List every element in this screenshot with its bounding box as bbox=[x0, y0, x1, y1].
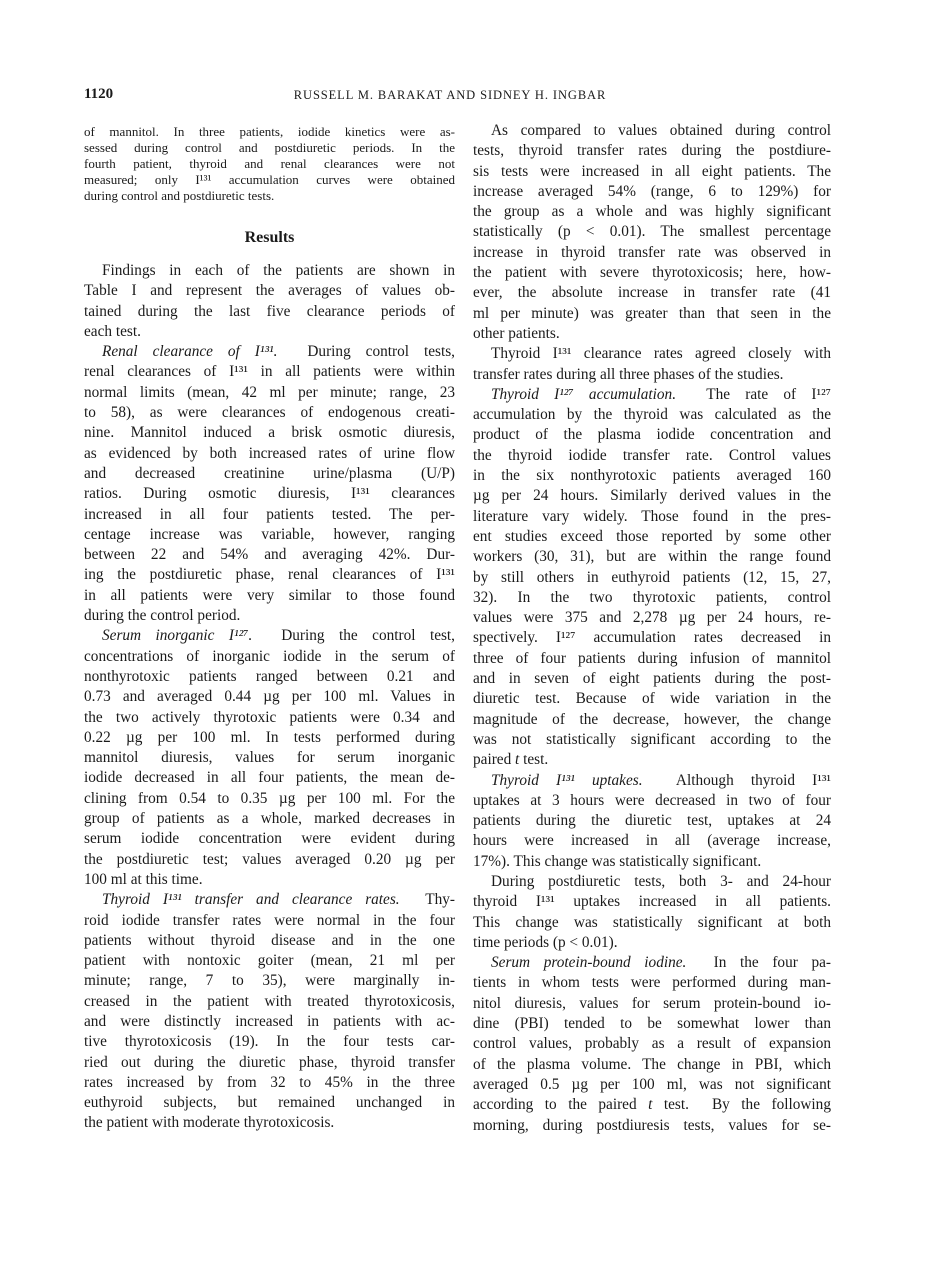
text-line: literature vary widely. Those found in the pres- bbox=[473, 507, 831, 525]
text-line: morning, during postdiuresis tests, values for se- bbox=[473, 1116, 831, 1134]
text-line: each test. bbox=[84, 322, 141, 340]
text-line: tests, thyroid transfer rates during the postdiure- bbox=[473, 142, 831, 160]
running-title: RUSSELL M. BARAKAT AND SIDNEY H. INGBAR bbox=[293, 88, 607, 102]
text-segment: test. By the following bbox=[652, 1096, 831, 1114]
text-line: tients in whom tests were performed during man- bbox=[473, 974, 831, 992]
text-line: group of patients as a whole, marked decreases in bbox=[84, 810, 455, 828]
text-line: sessed during control and postdiuretic periods. In the bbox=[84, 140, 455, 155]
paragraph bbox=[473, 872, 831, 953]
paragraph bbox=[473, 121, 831, 344]
text-line: rates increased by from 32 to 45% in the three bbox=[84, 1073, 455, 1091]
section-heading-results: Results bbox=[244, 229, 295, 246]
text-segment: test. bbox=[519, 751, 549, 769]
text-line: 0.22 µg per 100 ml. In tests performed during bbox=[84, 728, 455, 746]
text-line: dine (PBI) tended to be somewhat lower than bbox=[473, 1015, 831, 1033]
text-line: ing the postdiuretic phase, renal clearances of I¹³¹ bbox=[84, 566, 455, 584]
text-line: normal limits (mean, 42 ml per minute; range, 23 bbox=[84, 383, 455, 401]
text-line: tained during the last five clearance periods of bbox=[84, 302, 455, 320]
text-line: 100 ml at this time. bbox=[84, 870, 203, 888]
text-line: µg per 24 hours. Similarly derived values in the bbox=[473, 487, 831, 505]
text-line: centage increase was variable, however, ranging bbox=[84, 525, 455, 543]
text-line: magnitude of the decrease, however, the change bbox=[473, 710, 831, 728]
text-line: was not statistically significant according to the bbox=[473, 730, 831, 748]
text-segment: The rate of I¹²⁷ bbox=[676, 385, 831, 403]
text-line: time periods (p < 0.01). bbox=[473, 933, 618, 951]
text-line: the patient with severe thyrotoxicosis; here, how- bbox=[473, 264, 831, 282]
text-line: transfer rates during all three phases of the studies. bbox=[473, 365, 784, 383]
paragraph bbox=[84, 261, 455, 342]
text-line: This change was statistically significant at both bbox=[473, 913, 831, 931]
text-line: the postdiuretic test; values averaged 0.20 µg per bbox=[84, 850, 455, 868]
text-line: workers (30, 31), but are within the range found bbox=[473, 548, 831, 566]
text-line: averaged 0.5 µg per 100 ml, was not significant bbox=[473, 1075, 831, 1093]
text-line: the thyroid iodide transfer rate. Control values bbox=[473, 446, 831, 464]
text-line: diuretic test. Because of wide variation in the bbox=[473, 690, 831, 708]
text-line: 17%). This change was statistically significant. bbox=[473, 852, 762, 870]
text-line: ever, the absolute increase in transfer rate (41 bbox=[473, 284, 831, 302]
text-line bbox=[473, 771, 831, 791]
text-line bbox=[473, 385, 831, 405]
text-line: statistically (p < 0.01). The smallest percentage bbox=[473, 223, 831, 241]
text-line: 32). In the two thyrotoxic patients, control bbox=[473, 588, 831, 606]
text-line: clining from 0.54 to 0.35 µg per 100 ml. For the bbox=[84, 789, 455, 807]
text-line: patients without thyroid disease and in the one bbox=[84, 931, 455, 949]
text-line: measured; only I¹³¹ accumulation curves were obtained bbox=[84, 172, 455, 187]
text-line: three of four patients during infusion of mannitol bbox=[473, 649, 831, 667]
text-line: iodide decreased in all four patients, the mean de- bbox=[84, 769, 455, 787]
text-segment: During the control test, bbox=[252, 627, 456, 645]
text-line: serum iodide concentration were evident during bbox=[84, 830, 455, 848]
text-line: the two actively thyrotoxic patients were 0.34 and bbox=[84, 708, 455, 726]
text-line: ml per minute) was greater than that seen in the bbox=[473, 304, 831, 322]
text-line: spectively. I¹²⁷ accumulation rates decreased in bbox=[473, 629, 831, 647]
text-line: during the control period. bbox=[84, 607, 241, 625]
page-number: 1120 bbox=[84, 86, 114, 102]
text-line: sis tests were increased in all eight patients. The bbox=[473, 162, 831, 180]
text-line: tive thyrotoxicosis (19). In the four tests car- bbox=[84, 1033, 455, 1051]
text-line: fourth patient, thyroid and renal clearances were not bbox=[84, 156, 455, 171]
text-line: renal clearances of I¹³¹ in all patients were within bbox=[84, 363, 455, 381]
text-line bbox=[473, 1095, 831, 1115]
italic-run-in: t bbox=[648, 1096, 653, 1114]
text-line: during control and postdiuretic tests. bbox=[84, 188, 275, 203]
text-line: nonthyrotoxic patients ranged between 0.21 and bbox=[84, 667, 455, 685]
text-line: mannitol diuresis, values for serum inorganic bbox=[84, 749, 455, 767]
text-line: and were distinctly increased in patients with ac- bbox=[84, 1012, 455, 1030]
paragraph bbox=[473, 385, 831, 771]
text-line: Table I and represent the averages of values ob- bbox=[84, 282, 455, 300]
italic-run-in: Thyroid I¹³¹ transfer and clearance rates. bbox=[102, 891, 400, 909]
text-line: minute; range, 7 to 35), were marginally in- bbox=[84, 972, 455, 990]
right-column-body bbox=[473, 121, 831, 1136]
text-line bbox=[84, 890, 455, 910]
text-line: euthyroid subjects, but remained unchanged in bbox=[84, 1094, 455, 1112]
paragraph bbox=[473, 771, 831, 872]
paragraph bbox=[84, 626, 455, 890]
text-line bbox=[473, 953, 831, 973]
text-line: uptakes at 3 hours were decreased in two of four bbox=[473, 791, 831, 809]
text-line: control values, probably as a result of expansion bbox=[473, 1035, 831, 1053]
text-segment: During control tests, bbox=[277, 343, 455, 361]
text-line: and in seven of eight patients during the post- bbox=[473, 670, 831, 688]
text-line: as evidenced by both increased rates of urine flow bbox=[84, 444, 455, 462]
text-line: increase in thyroid transfer rate was observed in bbox=[473, 243, 831, 261]
italic-run-in: Serum inorganic I¹²⁷. bbox=[102, 627, 253, 645]
text-line: creased in the patient with treated thyrotoxicosis, bbox=[84, 992, 455, 1010]
text-line: the group as a whole and was highly significant bbox=[473, 203, 831, 221]
text-line: by still others in euthyroid patients (12, 15, 27, bbox=[473, 568, 831, 586]
text-line: between 22 and 54% and averaging 42%. Dur- bbox=[84, 546, 455, 564]
text-line: patient with nontoxic goiter (mean, 21 ml per bbox=[84, 952, 455, 970]
text-line: ent studies exceed those reported by some other bbox=[473, 527, 831, 545]
text-line: ratios. During osmotic diuresis, I¹³¹ clearances bbox=[84, 485, 455, 503]
text-line: roid iodide transfer rates were normal in the four bbox=[84, 911, 455, 929]
text-line: nitol diuresis, values for serum protein-bound io- bbox=[473, 994, 831, 1012]
text-line: other patients. bbox=[473, 324, 560, 342]
italic-run-in: Thyroid I¹²⁷ accumulation. bbox=[491, 385, 677, 403]
italic-run-in: Thyroid I¹³¹ uptakes. bbox=[491, 771, 643, 789]
text-line: in all patients were very similar to those found bbox=[84, 586, 455, 604]
text-line: nine. Mannitol induced a brisk osmotic diuresis, bbox=[84, 424, 455, 442]
text-line: thyroid I¹³¹ uptakes increased in all patients. bbox=[473, 893, 831, 911]
text-segment: In the four pa- bbox=[686, 954, 831, 972]
text-line bbox=[84, 626, 455, 646]
paragraph bbox=[84, 890, 455, 1134]
italic-run-in: t bbox=[515, 751, 520, 769]
text-segment: Although thyroid I¹³¹ bbox=[642, 771, 831, 789]
paragraph bbox=[473, 344, 831, 385]
paragraph bbox=[84, 342, 455, 626]
text-line: to 58), as were clearances of endogenous creati- bbox=[84, 404, 455, 422]
text-line: the patient with moderate thyrotoxicosis. bbox=[84, 1114, 335, 1132]
text-line: and decreased creatinine urine/plasma (U/P) bbox=[84, 464, 455, 482]
paragraph bbox=[84, 124, 455, 204]
text-segment: according to the paired bbox=[473, 1096, 649, 1114]
italic-run-in: Serum protein-bound iodine. bbox=[491, 954, 687, 972]
text-line: concentrations of inorganic iodide in the serum of bbox=[84, 647, 455, 665]
text-line: Thyroid I¹³¹ clearance rates agreed closely with bbox=[491, 345, 831, 363]
italic-run-in: Renal clearance of I¹³¹. bbox=[102, 343, 278, 361]
paragraph bbox=[473, 953, 831, 1136]
text-line: Findings in each of the patients are shown in bbox=[102, 262, 455, 279]
left-column-body bbox=[84, 261, 455, 1134]
text-line: product of the plasma iodide concentration and bbox=[473, 426, 831, 444]
left-column-intro bbox=[84, 124, 455, 204]
text-line: values were 375 and 2,278 µg per 24 hours, re- bbox=[473, 609, 831, 627]
text-line: ried out during the diuretic phase, thyroid transfer bbox=[84, 1053, 455, 1071]
text-line: increase averaged 54% (range, 6 to 129%) for bbox=[473, 182, 831, 200]
text-line: increased in all four patients tested. The per- bbox=[84, 505, 455, 523]
text-segment: paired bbox=[473, 751, 516, 769]
text-line: hours were increased in all (average increase, bbox=[473, 832, 831, 850]
text-line bbox=[84, 342, 455, 362]
text-line: During postdiuretic tests, both 3- and 24-hour bbox=[491, 872, 831, 890]
text-line: of the plasma volume. The change in PBI, which bbox=[473, 1055, 831, 1073]
text-line: of mannitol. In three patients, iodide kinetics were as- bbox=[84, 124, 455, 139]
text-line: patients during the diuretic test, uptakes at 24 bbox=[473, 812, 831, 830]
text-line: accumulation by the thyroid was calculated as the bbox=[473, 406, 831, 424]
text-segment: Thy- bbox=[399, 891, 455, 909]
text-line: in the six nonthyrotoxic patients averaged 160 bbox=[473, 467, 831, 485]
text-line: As compared to values obtained during control bbox=[491, 122, 831, 139]
text-line: 0.73 and averaged 0.44 µg per 100 ml. Values in bbox=[84, 688, 455, 706]
text-line bbox=[473, 750, 831, 770]
